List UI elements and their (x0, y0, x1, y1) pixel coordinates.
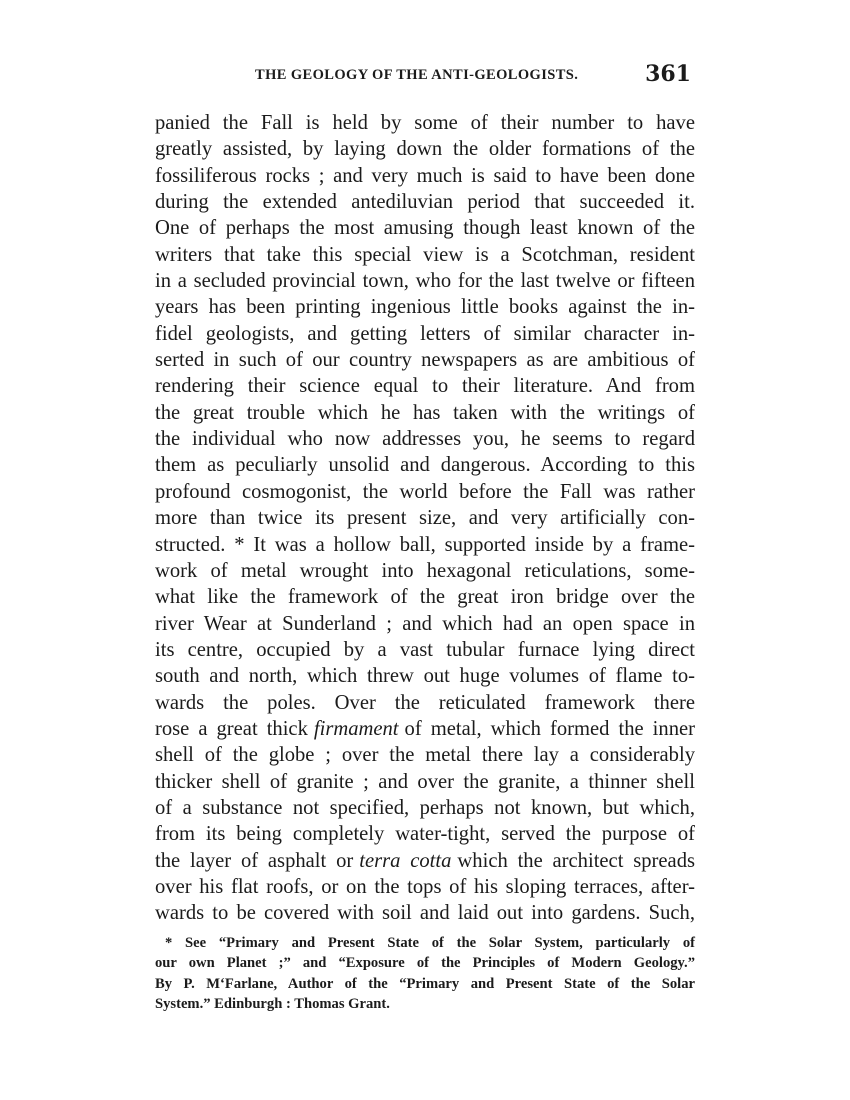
text-line: rendering their science equal to their literature. And from (155, 375, 695, 398)
text-line: its centre, occupied by a vast tubular furnace lying direct (155, 638, 695, 661)
text-line: from its being completely water-tight, served the purpose of (155, 823, 695, 846)
text-line: during the extended antediluvian period that succeeded it. (155, 191, 695, 214)
text-segment: the layer of asphalt or (155, 849, 354, 872)
text-line: serted in such of our country newspapers as are ambitious of (155, 349, 695, 372)
body-text (155, 110, 695, 927)
text-line: south and north, which threw out huge volumes of flame to- (155, 665, 695, 688)
page-number: 361 (645, 61, 691, 87)
text-line: wards the poles. Over the reticulated framework there (155, 691, 695, 714)
text-segment: which the architect spreads (457, 849, 696, 872)
text-line: writers that take this special view is a Scotchman, resident (155, 243, 695, 266)
text-line: in a secluded provincial town, who for the last twelve or fifteen (155, 270, 695, 293)
footnote-line: * See “Primary and Present State of the Solar System, particularly of (165, 935, 695, 951)
text-line: over his flat roofs, or on the tops of his sloping terraces, after- (155, 875, 695, 898)
footnote-line: System.” Edinburgh : Thomas Grant. (155, 995, 390, 1012)
italic-term-firmament: firmament (313, 717, 399, 740)
text-line: the individual who now addresses you, he seems to regard (155, 428, 695, 451)
text-line: more than twice its present size, and very artificially con- (155, 507, 695, 530)
text-line: shell of the globe ; over the metal there lay a considerably (155, 744, 695, 767)
text-line: panied the Fall is held by some of their number to have (155, 112, 695, 134)
footnote-line: our own Planet ;” and “Exposure of the Principles of Modern Geology.” (155, 955, 695, 972)
text-line: fossiliferous rocks ; and very much is said to have been done (155, 164, 695, 187)
running-head (250, 62, 693, 88)
text-line: fidel geologists, and getting letters of similar character in- (155, 322, 695, 345)
text-segment: rose a great thick (155, 717, 308, 740)
italic-term-terra-cotta: terra cotta (359, 849, 452, 872)
footnote-line: By P. M‘Farlane, Author of the “Primary and Present State of the Solar (155, 975, 695, 992)
text-line: river Wear at Sunderland ; and which had an open space in (155, 612, 695, 635)
text-line: thicker shell of granite ; and over the granite, a thinner shell (155, 770, 695, 793)
text-line: work of metal wrought into hexagonal reticulations, some- (155, 559, 695, 582)
running-title: THE GEOLOGY OF THE ANTI-GEOLOGISTS. (255, 67, 579, 83)
text-line: structed. * It was a hollow ball, supported inside by a frame- (155, 533, 695, 556)
footnote (155, 933, 695, 1014)
text-line: greatly assisted, by laying down the older formations of the (155, 138, 695, 161)
text-line: years has been printing ingenious little books against the in- (155, 296, 695, 319)
text-segment: of metal, which formed the inner (404, 717, 695, 740)
text-line: of a substance not specified, perhaps not known, but which, (155, 796, 695, 819)
text-line: what like the framework of the great iron bridge over the (155, 586, 695, 609)
text-line-terra-cotta (155, 848, 695, 874)
text-line: profound cosmogonist, the world before the Fall was rather (155, 480, 695, 503)
text-line-firmament (155, 716, 695, 742)
text-line: wards to be covered with soil and laid out into gardens. Such, (155, 902, 695, 925)
text-line: the great trouble which he has taken with the writings of (155, 401, 695, 424)
text-line: them as peculiarly unsolid and dangerous. According to this (155, 454, 695, 477)
text-line: One of perhaps the most amusing though least known of the (155, 217, 695, 240)
